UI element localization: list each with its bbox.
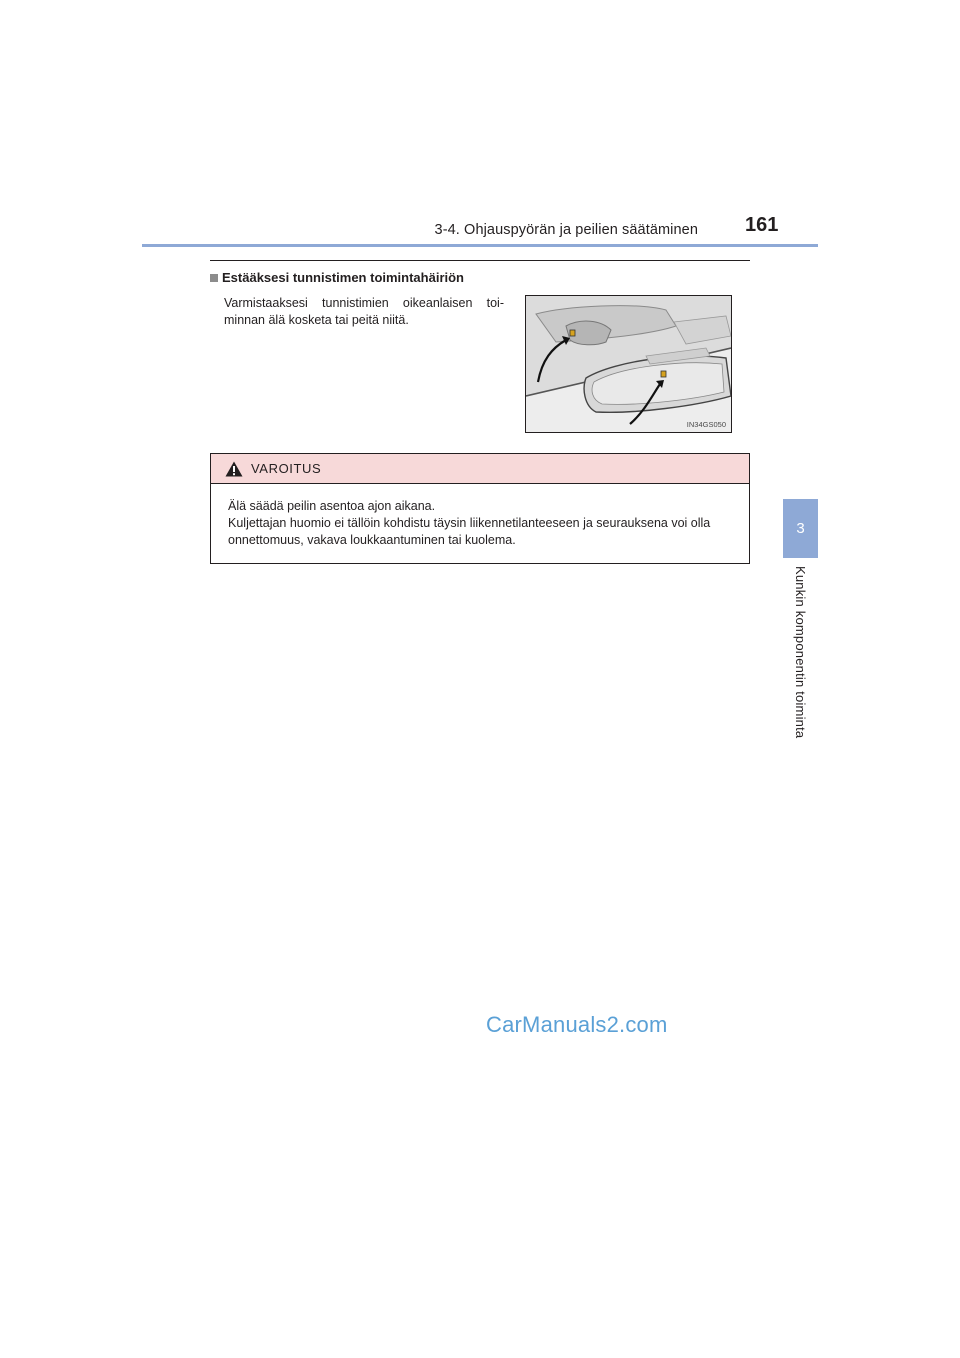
section-heading <box>210 270 464 285</box>
section-heading-text: Estääksesi tunnistimen toimintahäiriön <box>222 270 464 285</box>
warning-header <box>211 454 749 484</box>
sensor-illustration <box>525 295 732 433</box>
chapter-label-container <box>783 566 818 756</box>
section-body: Varmistaaksesi tunnistimien oikeanlaisen toi-minnan älä kosketa tai peitä niitä. <box>224 296 504 327</box>
warning-title: VAROITUS <box>251 461 322 476</box>
section-rule <box>210 260 750 261</box>
header-section-title: 3-4. Ohjauspyörän ja peilien säätäminen <box>434 222 698 238</box>
chapter-tab <box>783 499 818 558</box>
mirror-sensor-drawing <box>526 296 731 432</box>
figure-code: IN34GS050 <box>686 420 726 429</box>
chapter-number: 3 <box>796 520 805 537</box>
chapter-label: Kunkin komponentin toiminta <box>793 566 808 739</box>
warning-line-2: Kuljettajan huomio ei tällöin kohdistu täysin liikennetilanteeseen ja seurauksena voi olla onnettomuus, vakava loukkaantuminen tai kuolema. <box>228 516 711 547</box>
header-rule <box>142 244 818 247</box>
square-bullet-icon <box>210 274 218 282</box>
page-number: 161 <box>745 214 779 236</box>
warning-body <box>211 484 749 549</box>
watermark-link[interactable]: CarManuals2.com <box>486 1012 668 1037</box>
warning-triangle-icon <box>225 461 243 477</box>
warning-box <box>210 453 750 564</box>
warning-line-1: Älä säädä peilin asentoa ajon aikana. <box>228 499 436 513</box>
